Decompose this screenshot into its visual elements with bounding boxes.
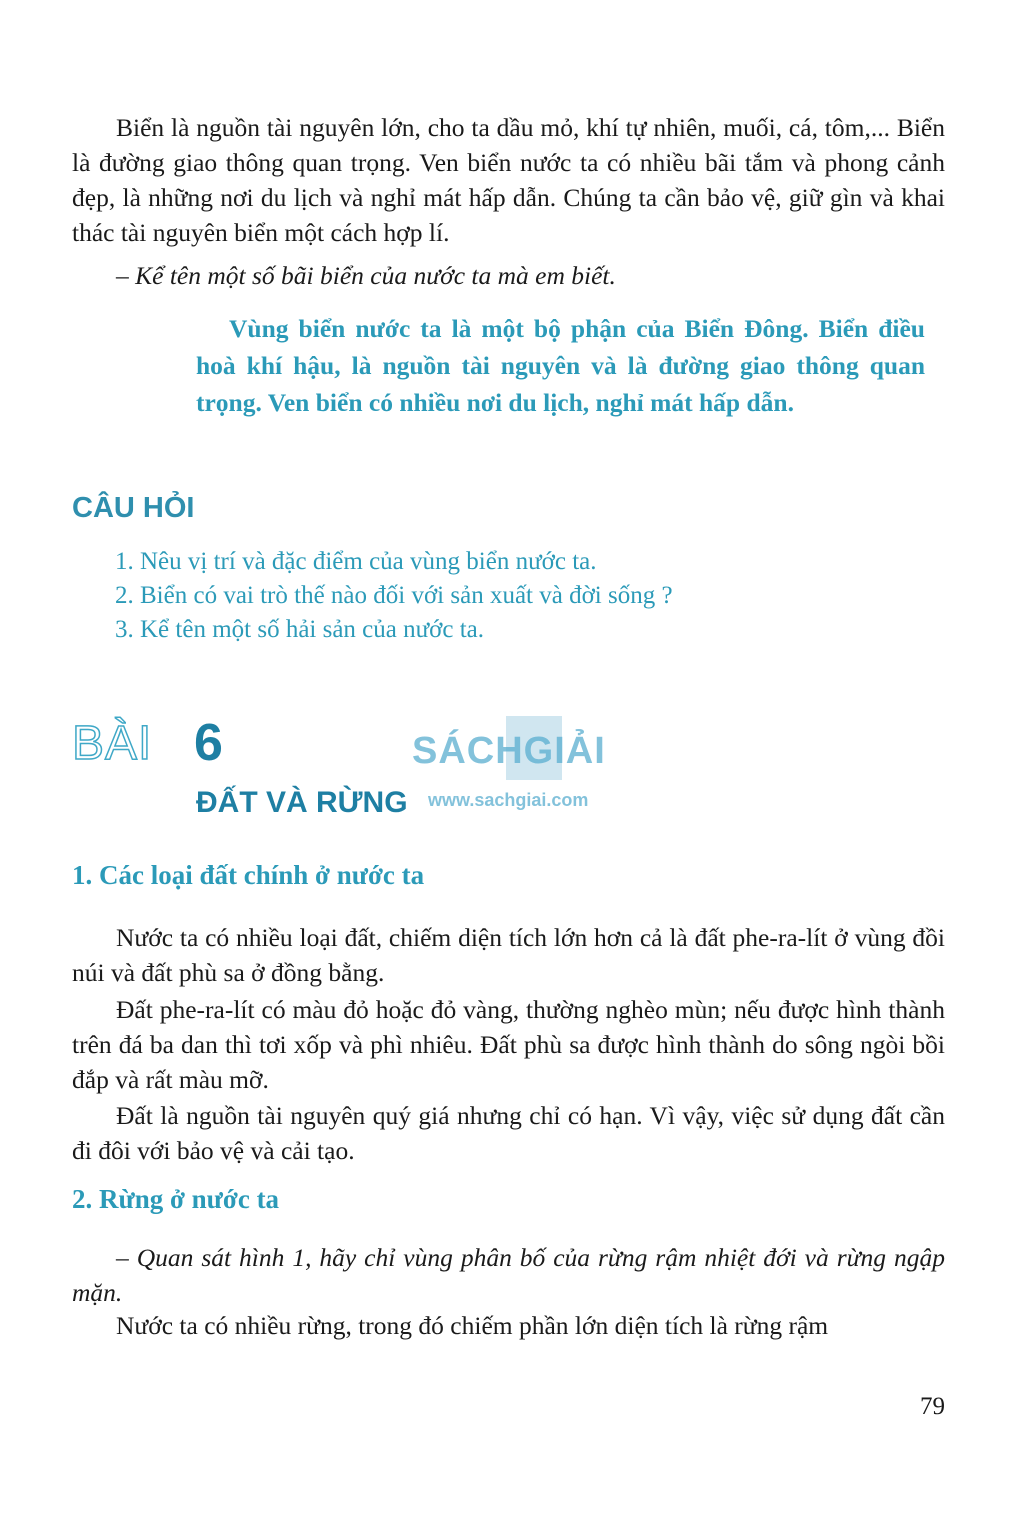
lesson-label: BÀI	[72, 717, 153, 770]
section1-paragraph-1: Nước ta có nhiều loại đất, chiếm diện tích lớn hơn cả là đất phe-ra-lít ở vùng đồi núi và đất phù sa ở đồng bằng.	[72, 923, 945, 987]
section2-paragraph: Nước ta có nhiều rừng, trong đó chiếm phần lớn diện tích là rừng rậm	[116, 1311, 829, 1340]
watermark-url: www.sachgiai.com	[428, 790, 589, 810]
section1-paragraph-3: Đất là nguồn tài nguyên quý giá nhưng chỉ có hạn. Vì vậy, việc sử dụng đất cần đi đôi với bảo vệ và cải tạo.	[72, 1101, 945, 1165]
questions-heading: CÂU HỎI	[72, 492, 195, 524]
lesson-title: ĐẤT VÀ RỪNG	[196, 786, 408, 819]
question-item: 3. Kể tên một số hải sản của nước ta.	[115, 616, 485, 643]
page-number: 79	[920, 1393, 945, 1420]
lesson-number: 6	[194, 714, 223, 772]
intro-prompt: – Kể tên một số bãi biển của nước ta mà em biết.	[116, 261, 616, 290]
watermark-brand: SÁCHGIẢI	[412, 730, 606, 772]
section2-title: 2. Rừng ở nước ta	[72, 1184, 280, 1214]
section1-paragraph-2: Đất phe-ra-lít có màu đỏ hoặc đỏ vàng, thường nghèo mùn; nếu được hình thành trên đá ba dan thì tơi xốp và phì nhiêu. Đất phù sa được hình thành do sông ngòi bồi đắp và rất màu mỡ.	[72, 995, 945, 1094]
summary-box: Vùng biển nước ta là một bộ phận của Biển Đông. Biển điều hoà khí hậu, là nguồn tài nguyên và là đường giao thông quan trọng. Ven biển có nhiều nơi du lịch, nghỉ mát hấp dẫn.	[196, 314, 925, 417]
intro-paragraph: Biển là nguồn tài nguyên lớn, cho ta dầu mỏ, khí tự nhiên, muối, cá, tôm,... Biển là đường giao thông quan trọng. Ven biển nước ta có nhiều bãi tắm và phong cảnh đẹp, là những nơi du lịch và nghỉ mát hấp dẫn. Chúng ta cần bảo vệ, giữ gìn và khai thác tài nguyên biển một cách hợp lí.	[72, 113, 945, 247]
question-item: 1. Nêu vị trí và đặc điểm của vùng biển nước ta.	[115, 548, 597, 575]
section2-prompt: – Quan sát hình 1, hãy chỉ vùng phân bố của rừng rậm nhiệt đới và rừng ngập mặn.	[72, 1243, 945, 1307]
section1-title: 1. Các loại đất chính ở nước ta	[72, 860, 425, 890]
question-item: 2. Biển có vai trò thế nào đối với sản xuất và đời sống ?	[115, 582, 673, 609]
questions-list	[115, 545, 673, 647]
